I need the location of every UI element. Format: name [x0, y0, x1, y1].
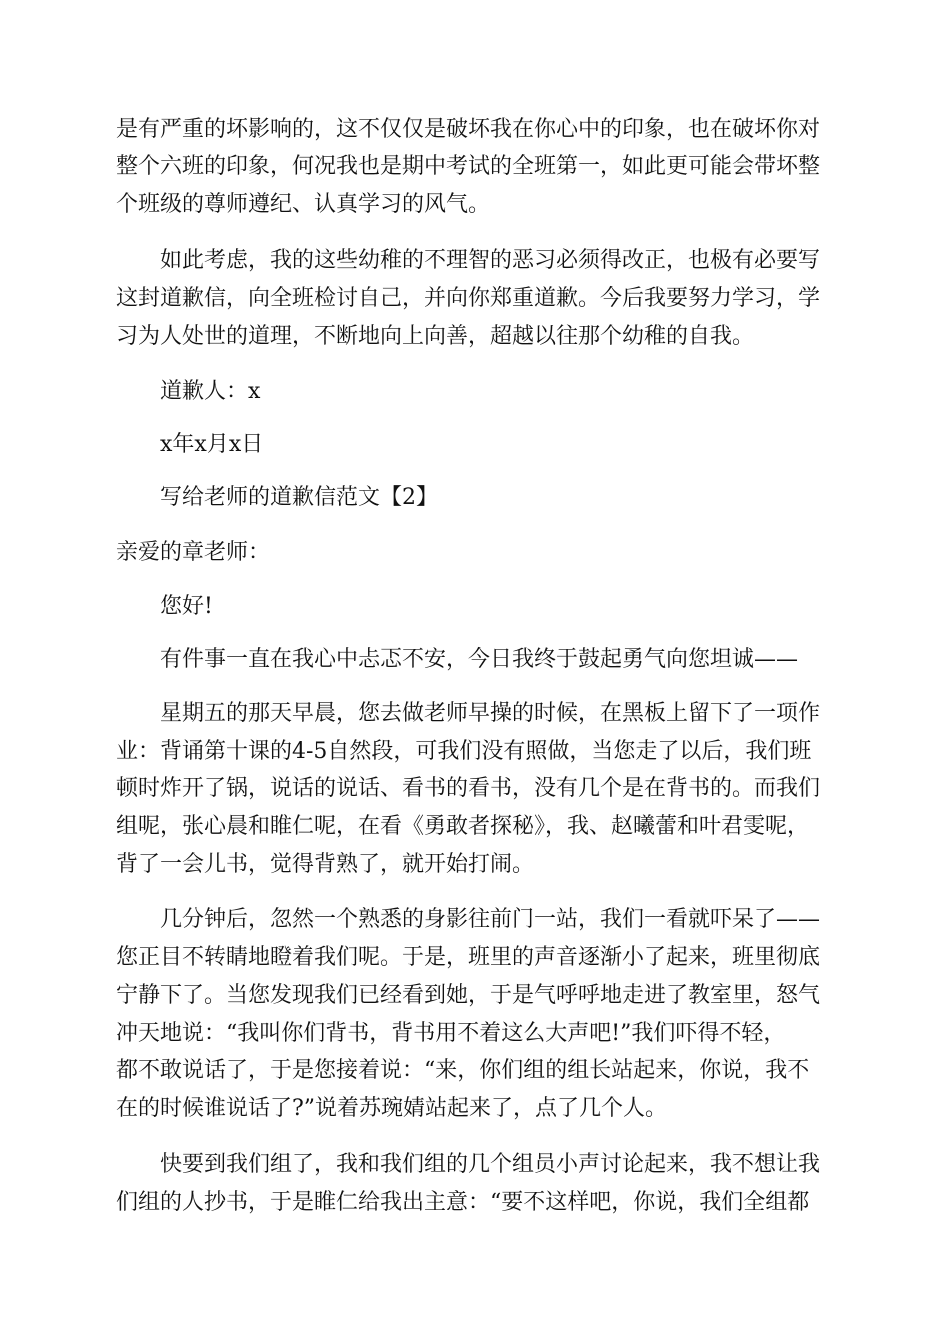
paragraph-line: 个班级的尊师遵纪、认真学习的风气。 — [116, 192, 491, 217]
date-line: x年x月x日 — [160, 432, 264, 457]
paragraph-line: 们组的人抄书，于是睢仁给我出主意：“要不这样吧，你说，我们全组都 — [116, 1190, 810, 1215]
paragraph-line: 顿时炸开了锅，说话的说话、看书的看书，没有几个是在背书的。而我们 — [116, 776, 821, 801]
paragraph-line: 星期五的那天早晨，您去做老师早操的时候，在黑板上留下了一项作 — [160, 701, 821, 726]
paragraph-line: 如此考虑，我的这些幼稚的不理智的恶习必须得改正，也极有必要写 — [160, 248, 821, 273]
paragraph-line: 冲天地说：“我叫你们背书，背书用不着这么大声吧!”我们吓得不轻， — [116, 1021, 786, 1046]
paragraph-line: 您正目不转睛地瞪着我们呢。于是，班里的声音逐渐小了起来，班里彻底 — [116, 945, 821, 970]
paragraph-line: 组呢，张心晨和睢仁呢，在看《勇敢者探秘》，我、赵曦蕾和叶君雯呢， — [116, 814, 810, 839]
paragraph-line: 几分钟后，忽然一个熟悉的身影往前门一站，我们一看就吓呆了—— — [160, 907, 821, 932]
paragraph-line: 宁静下了。当您发现我们已经看到她，于是气呼呼地走进了教室里，怒气 — [116, 983, 821, 1008]
salutation: 亲爱的章老师： — [116, 540, 271, 565]
section-heading: 写给老师的道歉信范文【2】 — [160, 485, 438, 510]
paragraph-line: 习为人处世的道理，不断地向上向善，超越以往那个幼稚的自我。 — [116, 324, 755, 349]
paragraph-line: 有件事一直在我心中忐忑不安，今日我终于鼓起勇气向您坦诚—— — [160, 647, 799, 672]
paragraph-line: 这封道歉信，向全班检讨自己，并向你郑重道歉。今后我要努力学习，学 — [116, 286, 821, 311]
paragraph-line: 都不敢说话了，于是您接着说：“来，你们组的组长站起来，你说，我不 — [116, 1058, 810, 1083]
greeting: 您好! — [160, 594, 213, 619]
paragraph-line: 是有严重的坏影响的，这不仅仅是破坏我在你心中的印象，也在破坏你对 — [116, 117, 821, 142]
signature-line: 道歉人：x — [160, 379, 261, 404]
paragraph-line: 整个六班的印象，何况我也是期中考试的全班第一，如此更可能会带坏整 — [116, 154, 821, 179]
paragraph-line: 快要到我们组了，我和我们组的几个组员小声讨论起来，我不想让我 — [160, 1152, 821, 1177]
paragraph-line: 业：背诵第十课的4-5自然段，可我们没有照做，当您走了以后，我们班 — [116, 739, 812, 764]
paragraph-line: 背了一会儿书，觉得背熟了，就开始打闹。 — [116, 852, 535, 877]
paragraph-line: 在的时候谁说话了?”说着苏琬婧站起来了，点了几个人。 — [116, 1096, 668, 1121]
